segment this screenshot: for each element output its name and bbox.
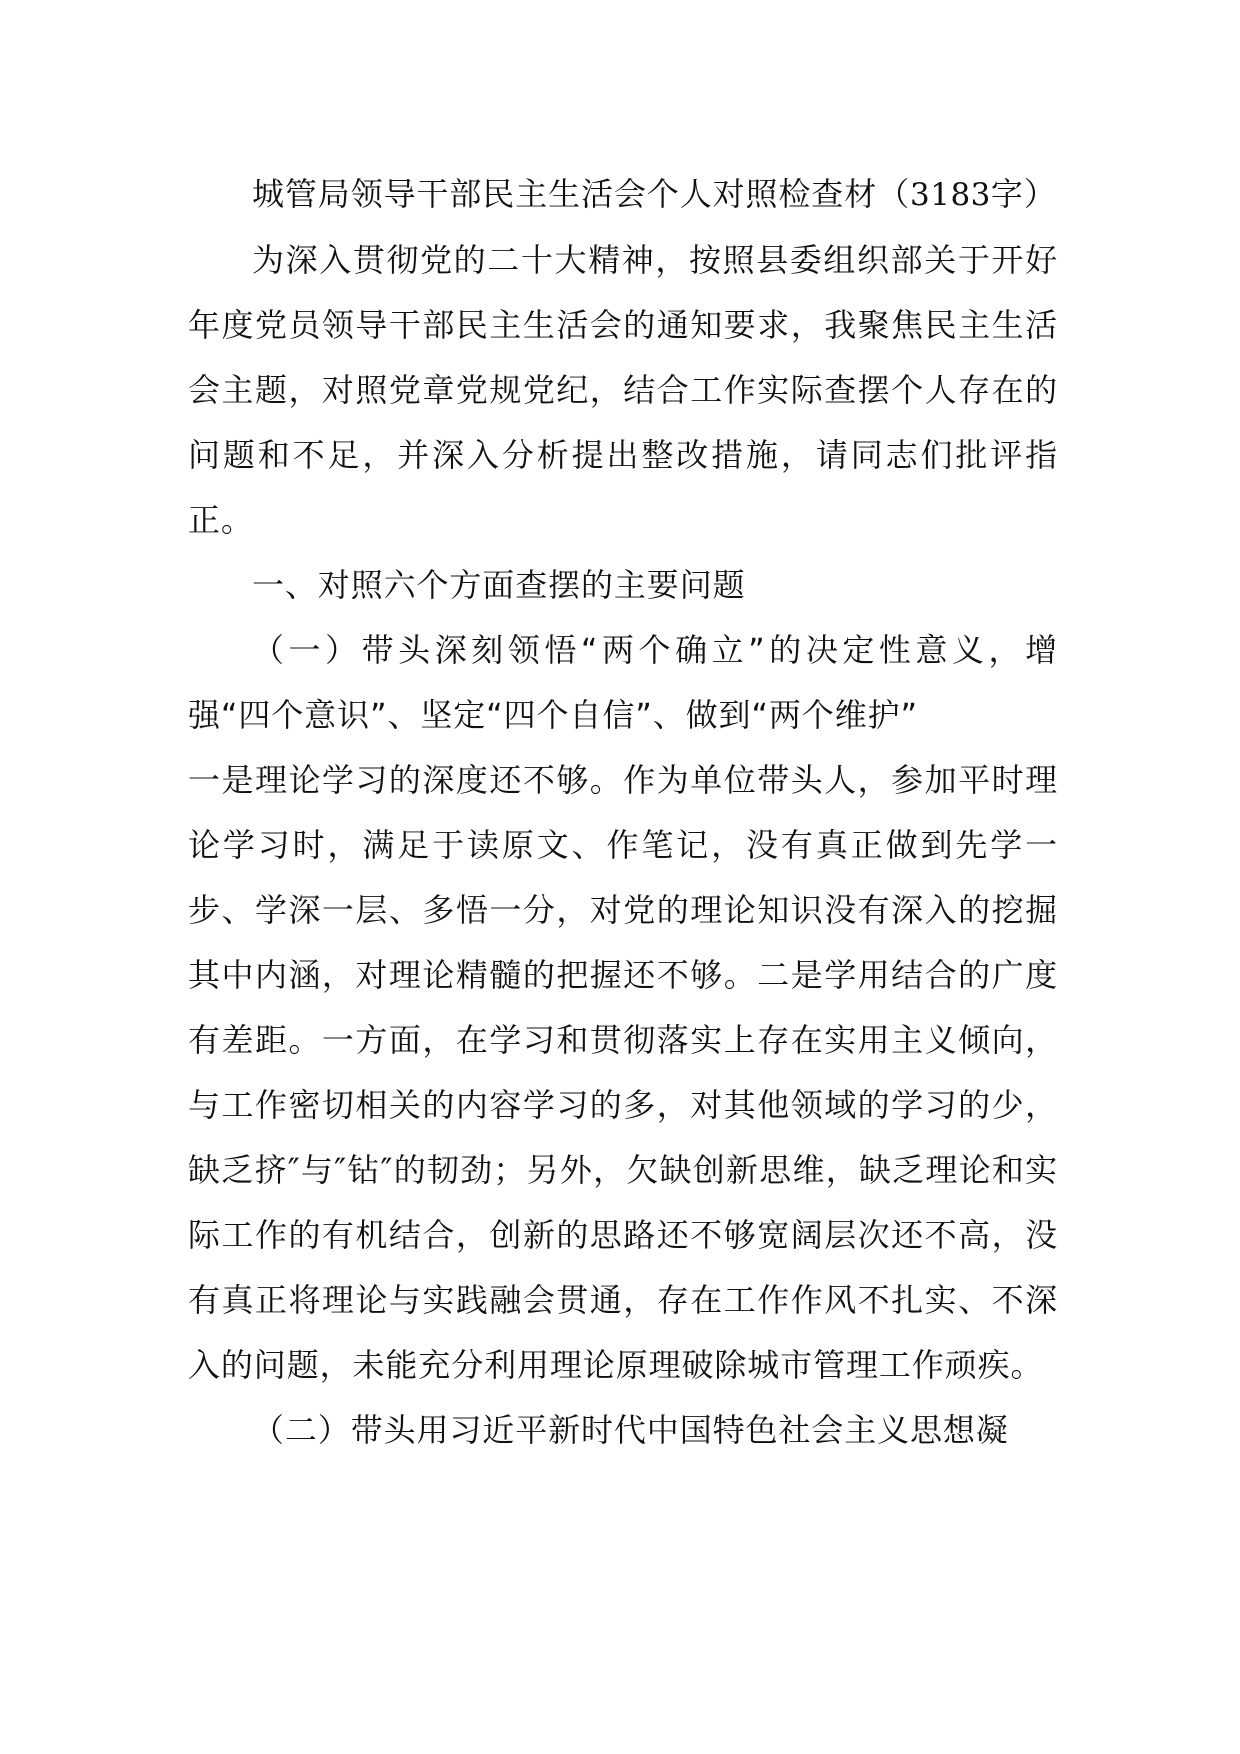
title-text: 城管局领导干部民主生活会个人对照检查材（ bbox=[252, 175, 911, 213]
section-1-heading: 一、对照六个方面查摆的主要问题 bbox=[252, 566, 746, 604]
document-body bbox=[188, 162, 1058, 1463]
intro-paragraph: 为深入贯彻党的二十大精神，按照县委组织部关于开好年度党员领导干部民主生活会的通知要求，我聚焦民主生活会主题，对照党章党规党纪，结合工作实际查摆个人存在的问题和不足，并深入分析提出整改措施，请同志们批评指正。 bbox=[188, 241, 1058, 539]
subsection-2-heading: （二）带头用习近平新时代中国特色社会主义思想凝 bbox=[252, 1411, 1009, 1449]
title-suffix: 字） bbox=[990, 175, 1057, 213]
subsection-1-heading: （一）带头深刻领悟“两个确立”的决定性意义，增强“四个意识”、坚定“四个自信”、做到“两个维护” bbox=[188, 631, 1058, 734]
title-word-count: 3183 bbox=[910, 177, 991, 213]
subsection-1-body: 一是理论学习的深度还不够。作为单位带头人，参加平时理论学习时，满足于读原文、作笔记，没有真正做到先学一步、学深一层、多悟一分，对党的理论知识没有深入的挖掘其中内涵，对理论精髓的把握还不够。二是学用结合的广度有差距。一方面，在学习和贯彻落实上存在实用主义倾向，与工作密切相关的内容学习的多，对其他领域的学习的少，缺乏挤″与″钻″的韧劲；另外，欠缺创新思维，缺乏理论和实际工作的有机结合，创新的思路还不够宽阔层次还不高，没有真正将理论与实践融会贯通，存在工作作风不扎实、不深入的问题，未能充分利用理论原理破除城市管理工作顽疾。 bbox=[188, 761, 1058, 1384]
document-title bbox=[188, 162, 1058, 228]
